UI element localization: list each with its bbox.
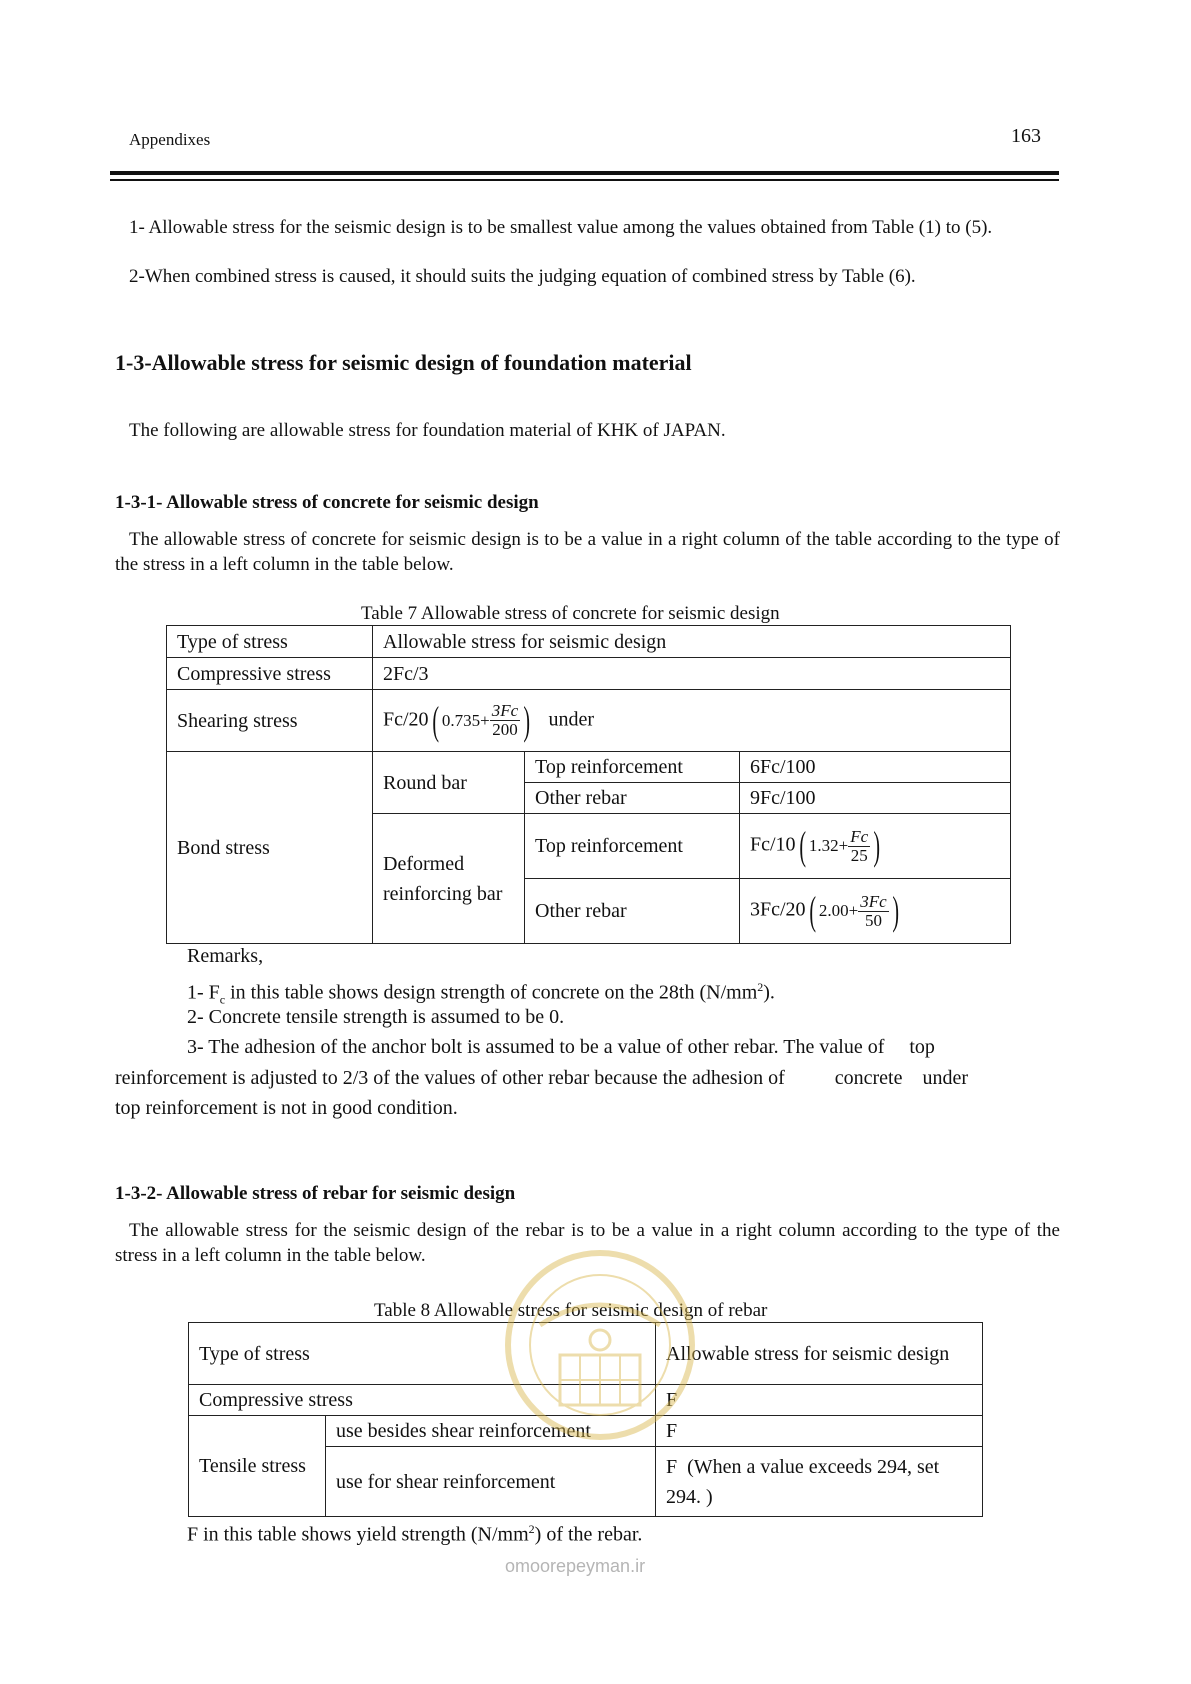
def-top-fraction <box>848 828 870 865</box>
table-7-round-other: Other rebar <box>525 783 740 814</box>
section-heading-1-3-2: 1-3-2- Allowable stress of rebar for seismic design <box>115 1183 516 1204</box>
section-heading-1-3: 1-3-Allowable stress for seismic design of foundation material <box>115 350 692 375</box>
def-top-numerator: Fc <box>850 826 869 846</box>
table-8-compressive-label: Compressive stress <box>189 1385 656 1416</box>
header-rule-thin <box>110 179 1059 181</box>
note-superscript: 2 <box>528 1522 535 1536</box>
remark-3-line-2: reinforcement is adjusted to 2/3 of the values of other rebar because the adhesion of concrete under <box>115 1067 969 1089</box>
watermark-text: omoorepeyman.ir <box>505 1556 646 1576</box>
header-rule-thick <box>110 171 1059 175</box>
table-7-deformed-bar: Deformed reinforcing bar <box>373 814 525 944</box>
def-other-prefix: 3Fc/20 <box>750 898 806 921</box>
remarks-title: Remarks, <box>187 945 264 967</box>
running-head: Appendixes <box>129 130 211 149</box>
shearing-const: 0.735+ <box>441 710 490 730</box>
close-paren: ) <box>523 697 531 743</box>
table-7-deformed-top: Top reinforcement <box>525 814 740 879</box>
table-7-compressive-label: Compressive stress <box>167 658 373 690</box>
table-7-caption: Table 7 Allowable stress of concrete for seismic design <box>361 603 780 624</box>
section-1-3-1-paragraph: The allowable stress of concrete for seismic design is to be a value in a right column of the table according to the type of the stress in a left column in the table below. <box>115 529 1060 575</box>
table-7-shearing-label: Shearing stress <box>167 690 373 752</box>
table-8-for-shear-value: F (When a value exceeds 294, set 294. ) <box>656 1447 983 1517</box>
table-8-tensile-label: Tensile stress <box>189 1416 326 1517</box>
remark-1-part-b: in this table shows design strength of concrete on the 28th (N/mm <box>225 981 758 1004</box>
remark-2: 2- Concrete tensile strength is assumed to be 0. <box>187 1006 565 1028</box>
def-other-fraction <box>858 893 888 930</box>
def-top-const: 1.32+ <box>808 836 849 855</box>
def-other-denominator: 50 <box>864 910 882 930</box>
def-other-const: 2.00+ <box>818 901 859 920</box>
table-8-note <box>187 1517 642 1548</box>
table-7-header-allowable: Allowable stress for seismic design <box>373 626 1011 658</box>
open-paren: ( <box>431 697 439 743</box>
watermark-logo <box>490 1245 710 1455</box>
table-8-compressive-value: F <box>656 1385 983 1416</box>
table-8-caption: Table 8 Allowable stress for seismic design of rebar <box>374 1300 768 1321</box>
table-7-round-top: Top reinforcement <box>525 752 740 783</box>
table-7-round-bar: Round bar <box>373 752 525 814</box>
table-7-round-top-value: 6Fc/100 <box>740 752 1011 783</box>
note-part-b: ) of the rebar. <box>534 1523 643 1546</box>
shearing-numerator: 3Fc <box>491 701 519 720</box>
table-7 <box>166 625 1011 944</box>
section-heading-1-3-1: 1-3-1- Allowable stress of concrete for seismic design <box>115 492 539 513</box>
remark-1-superscript: 2 <box>757 980 764 994</box>
table-8-for-shear: use for shear reinforcement <box>326 1447 656 1517</box>
remark-1-part-a: 1- F <box>187 981 220 1004</box>
table-7-deformed-other: Other rebar <box>525 879 740 944</box>
section-1-3-2-paragraph: The allowable stress for the seismic design of the rebar is to be a value in a right column according to the type of the stress in a left column in the table below. <box>115 1220 1060 1266</box>
table-7-compressive-value: 2Fc/3 <box>373 658 1011 690</box>
table-7-deformed-top-value <box>740 814 1011 879</box>
intro-paragraph-1: 1- Allowable stress for the seismic design is to be smallest value among the values obtained from Table (1) to (5). <box>129 217 993 238</box>
def-other-numerator: 3Fc <box>860 891 887 911</box>
note-part-a: F in this table shows yield strength (N/mm <box>187 1523 529 1546</box>
table-8-header-allowable: Allowable stress for seismic design <box>656 1323 983 1385</box>
page-number: 163 <box>1011 125 1041 147</box>
table-7-deformed-other-value <box>740 879 1011 944</box>
close-paren: ) <box>892 888 899 933</box>
shearing-prefix: Fc/20 <box>383 708 429 731</box>
table-7-header-type: Type of stress <box>167 626 373 658</box>
remark-1-subscript: c <box>219 992 226 1007</box>
table-7-bond-label: Bond stress <box>167 752 373 944</box>
remark-3-line-3: top reinforcement is not in good condition. <box>115 1097 458 1119</box>
intro-paragraph-2: 2-When combined stress is caused, it should suits the judging equation of combined stress by Table (6). <box>129 266 916 287</box>
table-8-besides-shear: use besides shear reinforcement <box>326 1416 656 1447</box>
shearing-fraction <box>490 702 520 739</box>
remark-1-part-c: ). <box>763 981 775 1004</box>
def-top-prefix: Fc/10 <box>750 833 796 856</box>
section-intro: The following are allowable stress for foundation material of KHK of JAPAN. <box>129 420 726 441</box>
open-paren: ( <box>798 823 806 868</box>
shearing-denominator: 200 <box>492 720 518 739</box>
table-8-header-type: Type of stress <box>189 1323 656 1385</box>
table-8-besides-shear-value: F <box>656 1416 983 1447</box>
table-7-shearing-value <box>373 690 1011 752</box>
close-paren: ) <box>873 823 881 868</box>
open-paren: ( <box>808 888 816 933</box>
def-top-denominator: 25 <box>850 845 868 865</box>
table-7-round-other-value: 9Fc/100 <box>740 783 1011 814</box>
shearing-suffix: under <box>548 708 595 731</box>
remark-3-line-1: 3- The adhesion of the anchor bolt is assumed to be a value of other rebar. The value of top <box>187 1036 935 1058</box>
